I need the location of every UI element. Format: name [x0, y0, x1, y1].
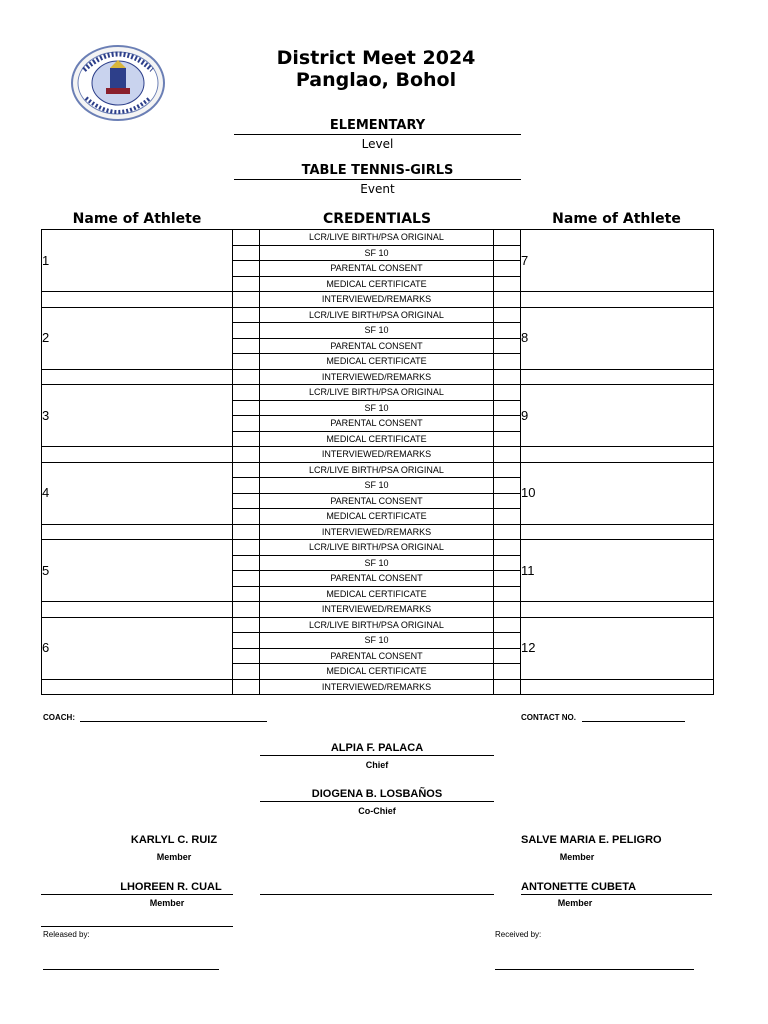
left-check-cell[interactable] — [233, 400, 260, 416]
credential-label: PARENTAL CONSENT — [260, 416, 494, 432]
credential-row — [42, 524, 714, 540]
left-athlete-name-cell[interactable]: 6 — [42, 617, 233, 679]
credential-label: PARENTAL CONSENT — [260, 338, 494, 354]
left-check-cell[interactable] — [233, 524, 260, 540]
credential-label: LCR/LIVE BIRTH/PSA ORIGINAL — [260, 385, 494, 401]
credential-label: PARENTAL CONSENT — [260, 571, 494, 587]
member3-name — [41, 880, 233, 895]
left-remarks-cell[interactable] — [42, 602, 233, 618]
right-check-cell[interactable] — [494, 245, 521, 261]
right-check-cell[interactable] — [494, 478, 521, 494]
left-remarks-cell[interactable] — [42, 447, 233, 463]
left-athlete-name-cell[interactable]: 3 — [42, 385, 233, 447]
left-remarks-cell[interactable] — [42, 292, 233, 308]
credential-row — [42, 369, 714, 385]
right-check-cell[interactable] — [494, 524, 521, 540]
left-check-cell[interactable] — [233, 571, 260, 587]
right-athlete-name-cell[interactable]: 11 — [521, 540, 714, 602]
credential-row — [42, 540, 714, 556]
credential-label: SF 10 — [260, 400, 494, 416]
left-check-cell[interactable] — [233, 261, 260, 277]
level-label: Level — [361, 137, 394, 151]
right-check-cell[interactable] — [494, 431, 521, 447]
credential-label: SF 10 — [260, 478, 494, 494]
left-check-cell[interactable] — [233, 540, 260, 556]
credential-label: MEDICAL CERTIFICATE — [260, 354, 494, 370]
chief-role: Chief — [365, 760, 389, 770]
right-check-cell[interactable] — [494, 540, 521, 556]
credential-label: LCR/LIVE BIRTH/PSA ORIGINAL — [260, 540, 494, 556]
right-check-cell[interactable] — [494, 664, 521, 680]
chief-name: ALPIA F. PALACA — [260, 741, 494, 756]
left-check-cell[interactable] — [233, 245, 260, 261]
member2-name: SALVE MARIA E. PELIGRO — [521, 834, 662, 846]
credential-label: PARENTAL CONSENT — [260, 493, 494, 509]
member3-role: Member — [149, 898, 185, 908]
credential-label: INTERVIEWED/REMARKS — [260, 524, 494, 540]
credential-row — [42, 447, 714, 463]
meet-location: Panglao, Bohol — [295, 69, 457, 91]
credential-row — [42, 462, 714, 478]
left-check-cell[interactable] — [233, 679, 260, 695]
right-check-cell[interactable] — [494, 400, 521, 416]
right-remarks-cell[interactable] — [521, 447, 714, 463]
left-check-cell[interactable] — [233, 307, 260, 323]
right-check-cell[interactable] — [494, 462, 521, 478]
credential-label: PARENTAL CONSENT — [260, 648, 494, 664]
member4-role: Member — [557, 898, 593, 908]
credentials-header: CREDENTIALS — [322, 211, 432, 227]
right-check-cell[interactable] — [494, 292, 521, 308]
right-athlete-name-cell[interactable]: 7 — [521, 230, 714, 292]
released-by-signature[interactable] — [43, 959, 219, 970]
credential-label: PARENTAL CONSENT — [260, 261, 494, 277]
credential-row — [42, 292, 714, 308]
credential-label: MEDICAL CERTIFICATE — [260, 509, 494, 525]
right-check-cell[interactable] — [494, 493, 521, 509]
right-check-cell[interactable] — [494, 571, 521, 587]
right-athlete-name-cell[interactable]: 12 — [521, 617, 714, 679]
right-check-cell[interactable] — [494, 354, 521, 370]
left-athlete-header: Name of Athlete — [72, 211, 202, 227]
credential-row — [42, 679, 714, 695]
credential-label: INTERVIEWED/REMARKS — [260, 447, 494, 463]
left-check-cell[interactable] — [233, 478, 260, 494]
contact-field[interactable] — [582, 712, 685, 722]
credential-label: LCR/LIVE BIRTH/PSA ORIGINAL — [260, 230, 494, 246]
credential-label: INTERVIEWED/REMARKS — [260, 292, 494, 308]
right-check-cell[interactable] — [494, 261, 521, 277]
credential-label: MEDICAL CERTIFICATE — [260, 276, 494, 292]
coach-field[interactable] — [80, 712, 267, 722]
credential-row — [42, 385, 714, 401]
left-check-cell[interactable] — [233, 230, 260, 246]
left-check-cell[interactable] — [233, 462, 260, 478]
right-check-cell[interactable] — [494, 385, 521, 401]
left-athlete-name-cell[interactable]: 1 — [42, 230, 233, 292]
right-remarks-cell[interactable] — [521, 524, 714, 540]
left-athlete-name-cell[interactable]: 5 — [42, 540, 233, 602]
credential-label: MEDICAL CERTIFICATE — [260, 586, 494, 602]
credential-label: LCR/LIVE BIRTH/PSA ORIGINAL — [260, 307, 494, 323]
released-by-label: Released by: — [43, 930, 90, 939]
left-check-cell[interactable] — [233, 602, 260, 618]
right-check-cell[interactable] — [494, 323, 521, 339]
left-remarks-cell[interactable] — [42, 524, 233, 540]
member3-name-text: LHOREEN R. CUAL — [120, 881, 222, 893]
credential-label: SF 10 — [260, 245, 494, 261]
received-by-label: Received by: — [495, 930, 542, 939]
left-remarks-cell[interactable] — [42, 369, 233, 385]
right-check-cell[interactable] — [494, 509, 521, 525]
right-check-cell[interactable] — [494, 602, 521, 618]
right-check-cell[interactable] — [494, 416, 521, 432]
cochief-name: DIOGENA B. LOSBAÑOS — [260, 787, 494, 802]
member4-name: ANTONETTE CUBETA — [521, 880, 712, 895]
level-value: ELEMENTARY — [234, 118, 521, 135]
left-check-cell[interactable] — [233, 633, 260, 649]
credential-label: INTERVIEWED/REMARKS — [260, 602, 494, 618]
left-check-cell[interactable] — [233, 338, 260, 354]
credential-label: SF 10 — [260, 555, 494, 571]
right-check-cell[interactable] — [494, 338, 521, 354]
credential-row — [42, 230, 714, 246]
event-value: TABLE TENNIS-GIRLS — [234, 163, 521, 180]
left-check-cell[interactable] — [233, 416, 260, 432]
left-check-cell[interactable] — [233, 664, 260, 680]
credential-row — [42, 617, 714, 633]
left-check-cell[interactable] — [233, 385, 260, 401]
left-check-cell[interactable] — [233, 369, 260, 385]
credentials-table — [41, 229, 714, 695]
right-check-cell[interactable] — [494, 307, 521, 323]
left-check-cell[interactable] — [233, 648, 260, 664]
member1-role: Member — [156, 852, 192, 862]
credential-label: SF 10 — [260, 323, 494, 339]
left-check-cell[interactable] — [233, 555, 260, 571]
right-check-cell[interactable] — [494, 555, 521, 571]
right-athlete-name-cell[interactable]: 10 — [521, 462, 714, 524]
right-remarks-cell[interactable] — [521, 602, 714, 618]
member1-name: KARLYL C. RUIZ — [130, 834, 218, 846]
left-check-cell[interactable] — [233, 617, 260, 633]
right-check-cell[interactable] — [494, 679, 521, 695]
right-check-cell[interactable] — [494, 230, 521, 246]
left-check-cell[interactable] — [233, 276, 260, 292]
credential-label: MEDICAL CERTIFICATE — [260, 431, 494, 447]
right-athlete-name-cell[interactable]: 8 — [521, 307, 714, 369]
credential-label: INTERVIEWED/REMARKS — [260, 679, 494, 695]
right-remarks-cell[interactable] — [521, 369, 714, 385]
credential-row — [42, 307, 714, 323]
credential-label: LCR/LIVE BIRTH/PSA ORIGINAL — [260, 617, 494, 633]
right-check-cell[interactable] — [494, 633, 521, 649]
credential-label: MEDICAL CERTIFICATE — [260, 664, 494, 680]
right-check-cell[interactable] — [494, 617, 521, 633]
member2-role: Member — [559, 852, 595, 862]
right-athlete-name-cell[interactable]: 9 — [521, 385, 714, 447]
right-check-cell[interactable] — [494, 276, 521, 292]
meet-title: District Meet 2024 — [276, 47, 476, 69]
received-by-signature[interactable] — [495, 959, 694, 970]
coach-label: COACH: — [43, 713, 75, 722]
member-extra-line — [41, 913, 233, 927]
credential-row — [42, 602, 714, 618]
right-athlete-header: Name of Athlete — [552, 211, 681, 227]
contact-label: CONTACT NO. — [521, 713, 576, 722]
right-check-cell[interactable] — [494, 447, 521, 463]
left-check-cell[interactable] — [233, 447, 260, 463]
left-check-cell[interactable] — [233, 509, 260, 525]
right-remarks-cell[interactable] — [521, 292, 714, 308]
left-check-cell[interactable] — [233, 323, 260, 339]
left-check-cell[interactable] — [233, 292, 260, 308]
event-label: Event — [360, 182, 395, 196]
cochief-role: Co-Chief — [358, 806, 396, 816]
right-check-cell[interactable] — [494, 648, 521, 664]
left-check-cell[interactable] — [233, 586, 260, 602]
deped-seal-logo — [70, 44, 166, 122]
left-athlete-name-cell[interactable]: 4 — [42, 462, 233, 524]
left-remarks-cell[interactable] — [42, 679, 233, 695]
right-check-cell[interactable] — [494, 369, 521, 385]
left-check-cell[interactable] — [233, 354, 260, 370]
left-athlete-name-cell[interactable]: 2 — [42, 307, 233, 369]
right-remarks-cell[interactable] — [521, 679, 714, 695]
left-check-cell[interactable] — [233, 431, 260, 447]
blank-signature-line — [260, 880, 494, 895]
left-check-cell[interactable] — [233, 493, 260, 509]
credential-label: INTERVIEWED/REMARKS — [260, 369, 494, 385]
credential-label: LCR/LIVE BIRTH/PSA ORIGINAL — [260, 462, 494, 478]
credential-label: SF 10 — [260, 633, 494, 649]
right-check-cell[interactable] — [494, 586, 521, 602]
